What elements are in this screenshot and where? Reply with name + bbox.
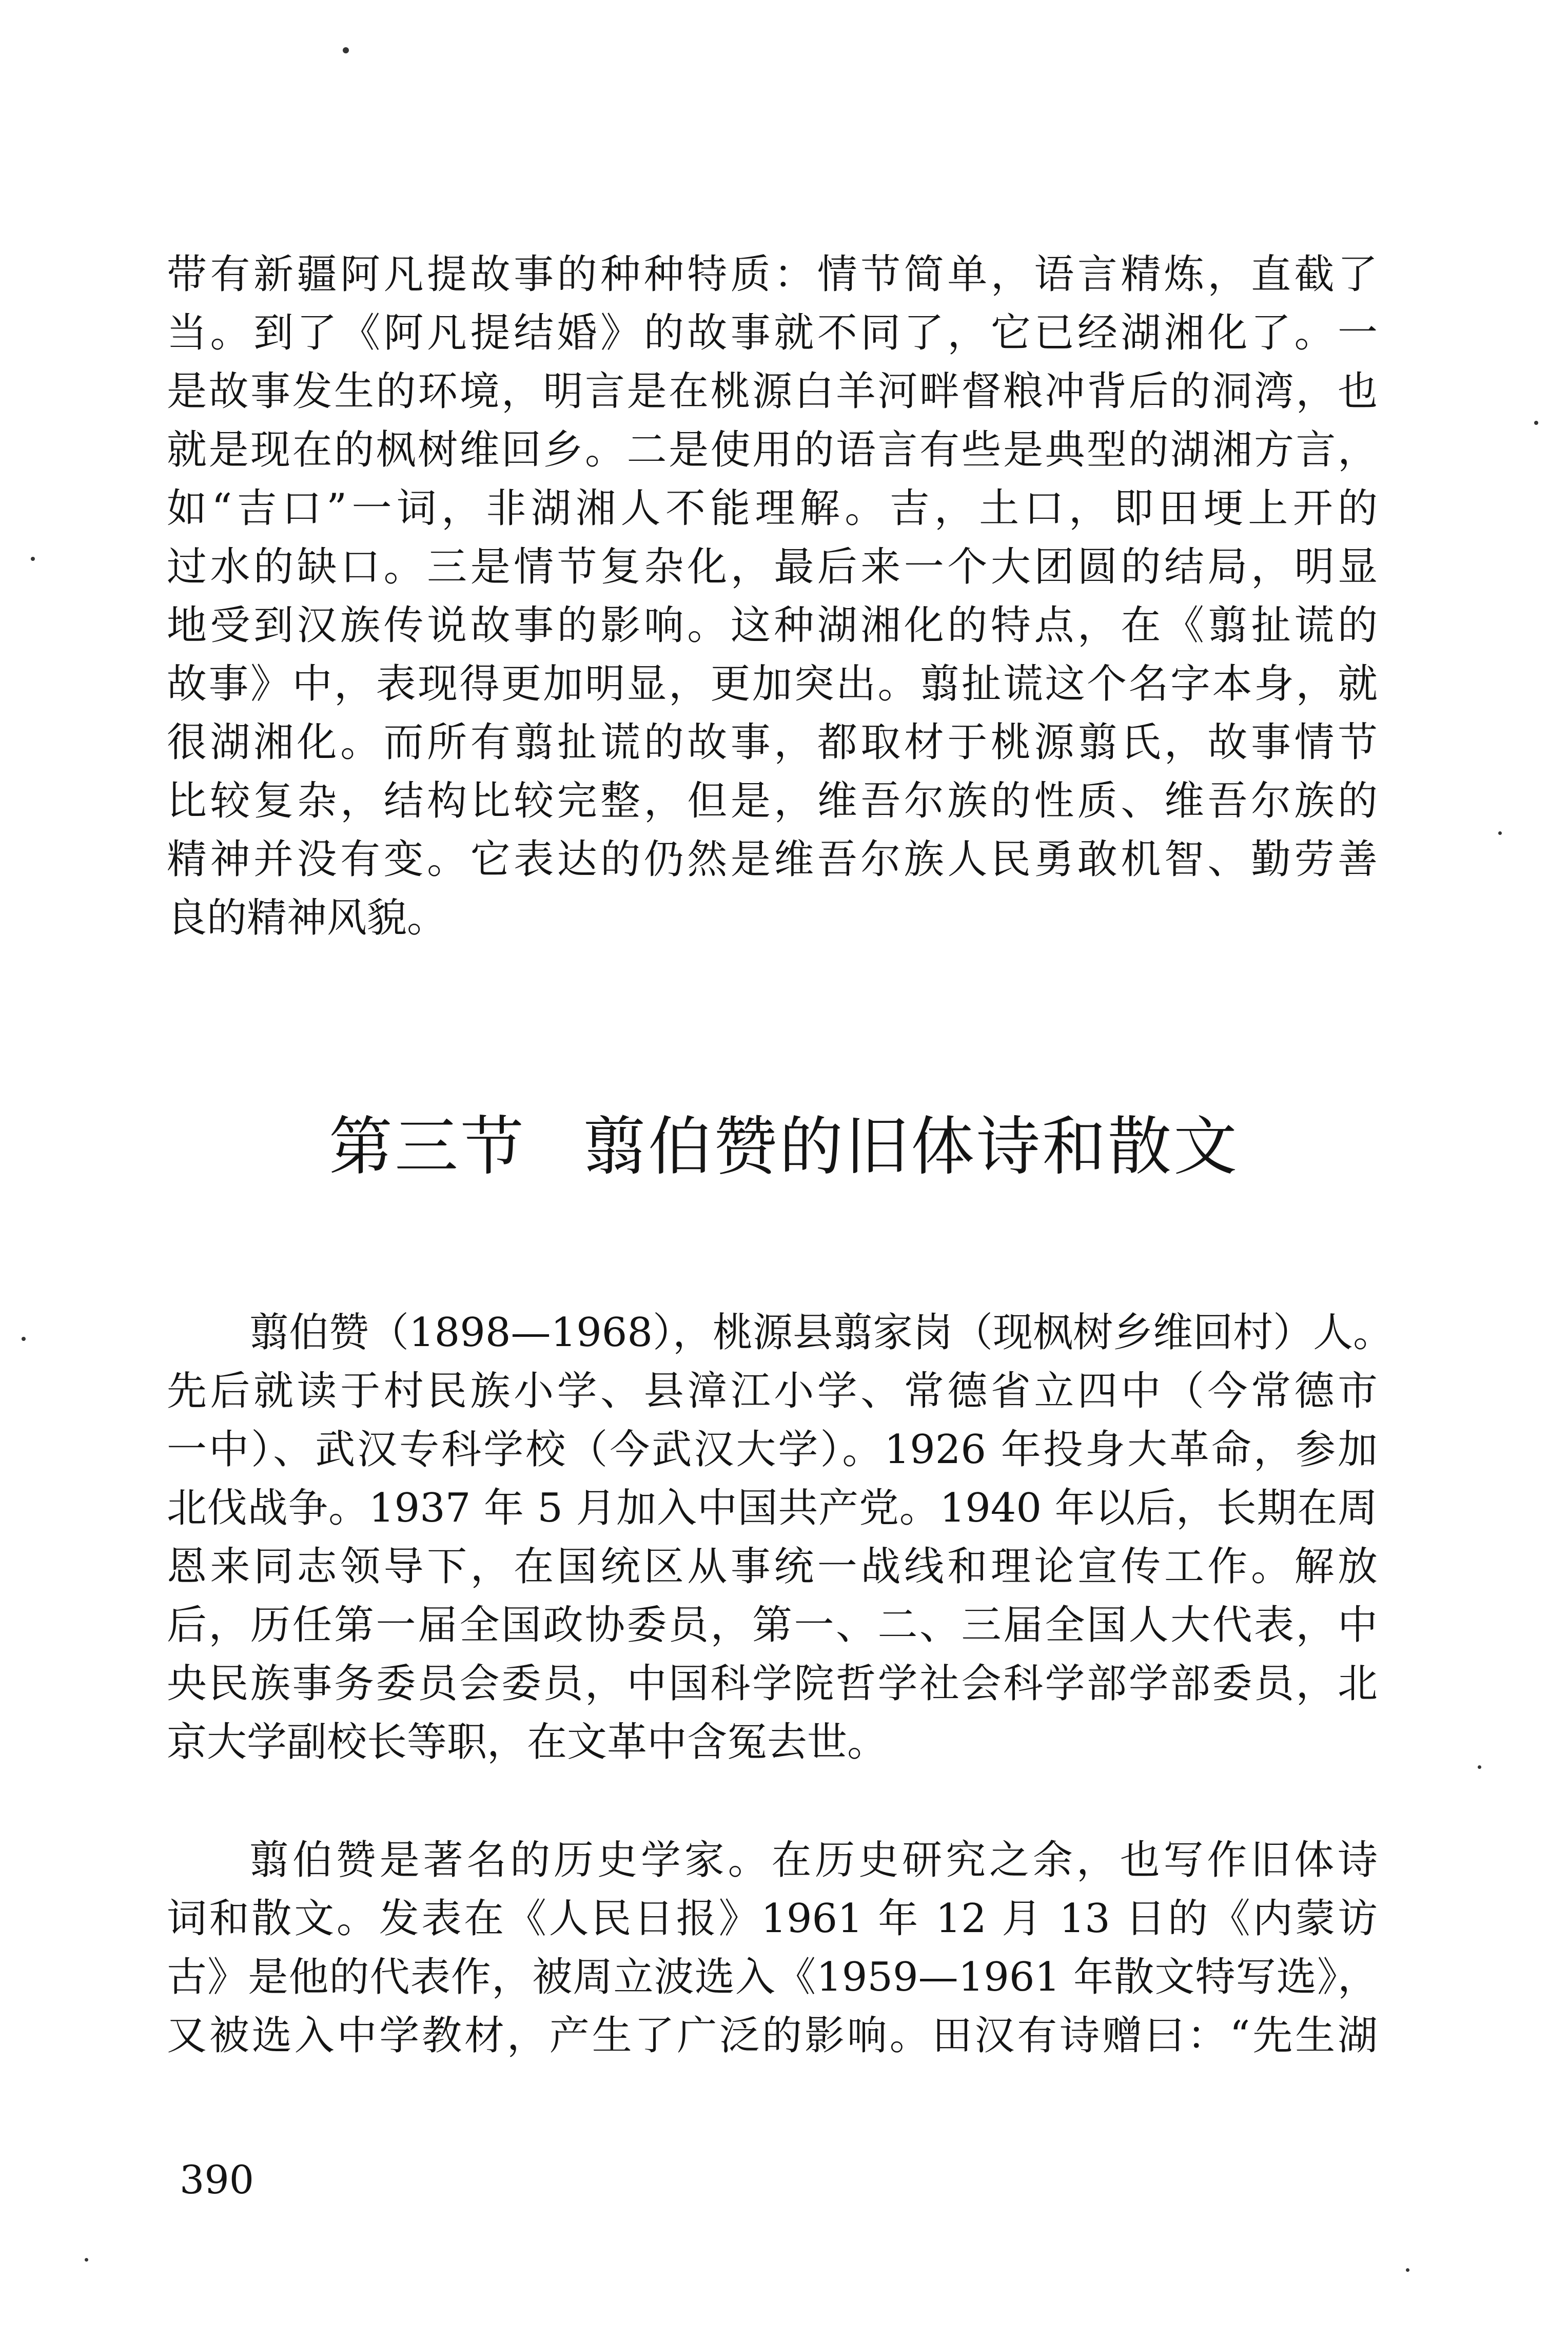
text-line: 如“吉口”一词，非湖湘人不能理解。吉，土口，即田埂上开的 <box>167 485 1378 532</box>
text-line: 先后就读于村民族小学、县漳江小学、常德省立四中（今常德市 <box>167 1368 1378 1414</box>
scan-speck <box>31 557 35 561</box>
text-line: 故事》中，表现得更加明显，更加突出。翦扯谎这个名字本身，就 <box>167 661 1378 707</box>
text-line: 翦伯赞（1898—1968），桃源县翦家岗（现枫树乡维回村）人。 <box>249 1310 1394 1356</box>
text-line: 地受到汉族传说故事的影响。这种湖湘化的特点，在《翦扯谎的 <box>167 602 1378 649</box>
text-line: 恩来同志领导下，在国统区从事统一战线和理论宣传工作。解放 <box>167 1544 1378 1590</box>
text-line: 一中）、武汉专科学校（今武汉大学）。1926 年投身大革命，参加 <box>167 1427 1378 1473</box>
scan-speck <box>1534 421 1538 425</box>
text-line: 很湖湘化。而所有翦扯谎的故事，都取材于桃源翦氏，故事情节 <box>167 719 1378 766</box>
scan-speck <box>85 2258 88 2262</box>
text-line: 翦伯赞是著名的历史学家。在历史研究之余，也写作旧体诗 <box>249 1837 1378 1883</box>
text-line: 带有新疆阿凡提故事的种种特质：情节简单，语言精炼，直截了 <box>167 251 1378 298</box>
text-line: 精神并没有变。它表达的仍然是维吾尔族人民勇敢机智、勤劳善 <box>167 836 1378 883</box>
text-line: 北伐战争。1937 年 5 月加入中国共产党。1940 年以后，长期在周 <box>167 1485 1378 1531</box>
text-line: 古》是他的代表作，被周立波选入《1959—1961 年散文特写选》， <box>167 1954 1378 2000</box>
paragraph-works <box>167 1831 1378 2065</box>
text-line: 比较复杂，结构比较完整，但是，维吾尔族的性质、维吾尔族的 <box>167 778 1378 824</box>
section-title: 翦伯赞的旧体诗和散文 <box>582 1110 1240 1184</box>
text-line: 就是现在的枫树维回乡。二是使用的语言有些是典型的湖湘方言， <box>167 427 1378 473</box>
text-line: 词和散文。发表在《人民日报》1961 年 12 月 13 日的《内蒙访 <box>167 1896 1378 1942</box>
page-number: 390 <box>180 2157 254 2203</box>
scan-speck <box>1498 831 1502 835</box>
text-line: 过水的缺口。三是情节复杂化，最后来一个大团圆的结局，明显 <box>167 544 1378 590</box>
paragraph-biography <box>167 1303 1394 1771</box>
scan-speck <box>1478 1765 1481 1769</box>
text-line: 是故事发生的环境，明言是在桃源白羊河畔督粮冲背后的洞湾，也 <box>167 368 1378 415</box>
section-heading <box>0 1108 1568 1185</box>
text-line: 京大学副校长等职，在文革中含冤去世。 <box>167 1719 888 1765</box>
text-line: 当。到了《阿凡提结婚》的故事就不同了，它已经湖湘化了。一 <box>167 310 1378 356</box>
text-line: 良的精神风貌。 <box>167 895 447 941</box>
text-line: 央民族事务委员会委员，中国科学院哲学社会科学部学部委员，北 <box>167 1661 1378 1707</box>
scan-speck <box>343 47 349 53</box>
scan-speck <box>1406 2268 1409 2272</box>
paragraph-continued <box>167 245 1378 947</box>
text-line: 又被选入中学教材，产生了广泛的影响。田汉有诗赠曰：“先生湖 <box>167 2013 1378 2059</box>
scan-speck <box>22 1337 26 1341</box>
section-number: 第三节 <box>328 1110 526 1184</box>
text-line: 后，历任第一届全国政协委员，第一、二、三届全国人大代表，中 <box>167 1602 1378 1648</box>
